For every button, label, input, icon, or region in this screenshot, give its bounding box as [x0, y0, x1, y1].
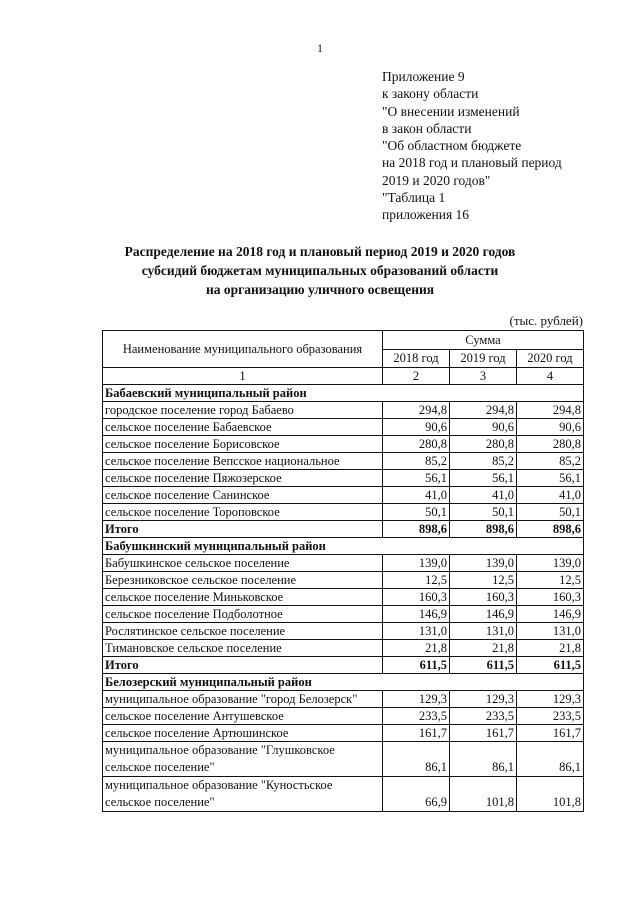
units-caption: (тыс. рублей): [509, 313, 583, 328]
appendix-line: "Таблица 1: [382, 190, 446, 206]
appendix-line: 2019 и 2020 годов": [382, 172, 491, 188]
amount-2019: 233,5: [450, 708, 517, 725]
amount-2019: 101,8: [450, 777, 517, 812]
amount-2020: 41,0: [517, 487, 584, 504]
municipality-name: сельское поселение Санинское: [103, 487, 383, 504]
appendix-line: в закон области: [382, 120, 472, 136]
amount-2019: 161,7: [450, 725, 517, 742]
amount-2020: 233,5: [517, 708, 584, 725]
amount-2018: 50,1: [383, 504, 450, 521]
section-name: Бабушкинский муниципальный район: [103, 538, 584, 555]
table-row: [103, 640, 584, 657]
amount-2020: 21,8: [517, 640, 584, 657]
title-line: Распределение на 2018 год и плановый период 2019 и 2020 годов: [124, 244, 516, 259]
amount-2018: 611,5: [383, 657, 450, 674]
municipality-name: сельское поселение Тороповское: [103, 504, 383, 521]
table-row: [103, 419, 584, 436]
column-number: 4: [517, 368, 584, 385]
amount-2019: 280,8: [450, 436, 517, 453]
amount-2020: 56,1: [517, 470, 584, 487]
total-label: Итого: [103, 657, 383, 674]
amount-2020: 50,1: [517, 504, 584, 521]
amount-2019: 90,6: [450, 419, 517, 436]
table-row: [103, 725, 584, 742]
amount-2020: 160,3: [517, 589, 584, 606]
amount-2020: 146,9: [517, 606, 584, 623]
amount-2019: 129,3: [450, 691, 517, 708]
table-row: [103, 589, 584, 606]
table-row: [103, 691, 584, 708]
amount-2018: 294,8: [383, 402, 450, 419]
table-row: [103, 487, 584, 504]
appendix-line: "О внесении изменений: [382, 103, 520, 119]
section-name: Бабаевский муниципальный район: [103, 385, 584, 402]
municipality-name: Бабушкинское сельское поселение: [103, 555, 383, 572]
amount-2019: 85,2: [450, 453, 517, 470]
section-name: Белозерский муниципальный район: [103, 674, 584, 691]
amount-2019: 21,8: [450, 640, 517, 657]
section-row: [103, 674, 584, 691]
municipality-name: муниципальное образование "Куностьское сельское поселение": [103, 777, 383, 812]
subsidy-table: [102, 330, 584, 812]
municipality-name: муниципальное образование "Глушковское сельское поселение": [103, 742, 383, 777]
table-header-row: [103, 331, 584, 350]
column-number: 1: [103, 368, 383, 385]
amount-2019: 611,5: [450, 657, 517, 674]
amount-2019: 41,0: [450, 487, 517, 504]
table-row: [103, 436, 584, 453]
page-number: 1: [317, 41, 323, 55]
amount-2018: 139,0: [383, 555, 450, 572]
amount-2020: 86,1: [517, 742, 584, 777]
municipality-name: сельское поселение Пяжозерское: [103, 470, 383, 487]
header-year-2018: 2018 год: [383, 349, 450, 368]
appendix-line: на 2018 год и плановый период: [382, 155, 562, 171]
appendix-line: Приложение 9: [382, 69, 465, 84]
amount-2020: 294,8: [517, 402, 584, 419]
header-name: Наименование муниципального образования: [103, 331, 383, 368]
municipality-name: сельское поселение Антушевское: [103, 708, 383, 725]
amount-2018: 131,0: [383, 623, 450, 640]
table-row: [103, 742, 584, 777]
municipality-name: сельское поселение Вепсское национальное: [103, 453, 383, 470]
amount-2019: 139,0: [450, 555, 517, 572]
amount-2020: 101,8: [517, 777, 584, 812]
amount-2020: 611,5: [517, 657, 584, 674]
table-row: [103, 402, 584, 419]
municipality-name: муниципальное образование "город Белозерск": [103, 691, 383, 708]
section-row: [103, 385, 584, 402]
table-row: [103, 708, 584, 725]
amount-2018: 21,8: [383, 640, 450, 657]
title-line: на организацию уличного освещения: [205, 282, 435, 297]
amount-2020: 280,8: [517, 436, 584, 453]
amount-2020: 90,6: [517, 419, 584, 436]
document-title: [0, 242, 640, 299]
table-row: [103, 606, 584, 623]
amount-2020: 898,6: [517, 521, 584, 538]
amount-2020: 139,0: [517, 555, 584, 572]
municipality-name: сельское поселение Артюшинское: [103, 725, 383, 742]
appendix-line: к закону области: [382, 86, 479, 102]
amount-2018: 90,6: [383, 419, 450, 436]
municipality-name: Рослятинское сельское поселение: [103, 623, 383, 640]
table-row: [103, 777, 584, 812]
amount-2018: 129,3: [383, 691, 450, 708]
municipality-name: Березниковское сельское поселение: [103, 572, 383, 589]
table-row: [103, 470, 584, 487]
amount-2018: 160,3: [383, 589, 450, 606]
table-row: [103, 623, 584, 640]
amount-2018: 86,1: [383, 742, 450, 777]
amount-2019: 86,1: [450, 742, 517, 777]
amount-2019: 131,0: [450, 623, 517, 640]
amount-2020: 129,3: [517, 691, 584, 708]
table-column-number-row: [103, 368, 584, 385]
amount-2019: 898,6: [450, 521, 517, 538]
municipality-name: сельское поселение Бабаевское: [103, 419, 383, 436]
table-row: [103, 572, 584, 589]
appendix-reference: [382, 68, 562, 224]
municipality-name: городское поселение город Бабаево: [103, 402, 383, 419]
appendix-line: "Об областном бюджете: [382, 138, 522, 154]
table-row: [103, 453, 584, 470]
amount-2018: 56,1: [383, 470, 450, 487]
column-number: 3: [450, 368, 517, 385]
municipality-name: сельское поселение Миньковское: [103, 589, 383, 606]
total-label: Итого: [103, 521, 383, 538]
amount-2020: 85,2: [517, 453, 584, 470]
municipality-name: сельское поселение Подболотное: [103, 606, 383, 623]
header-year-2020: 2020 год: [517, 349, 584, 368]
total-row: [103, 657, 584, 674]
amount-2018: 233,5: [383, 708, 450, 725]
amount-2018: 280,8: [383, 436, 450, 453]
column-number: 2: [383, 368, 450, 385]
amount-2019: 50,1: [450, 504, 517, 521]
amount-2020: 161,7: [517, 725, 584, 742]
municipality-name: Тимановское сельское поселение: [103, 640, 383, 657]
title-line: субсидий бюджетам муниципальных образований области: [141, 263, 499, 278]
amount-2018: 12,5: [383, 572, 450, 589]
amount-2019: 160,3: [450, 589, 517, 606]
amount-2020: 12,5: [517, 572, 584, 589]
table-row: [103, 555, 584, 572]
municipality-name: сельское поселение Борисовское: [103, 436, 383, 453]
amount-2019: 12,5: [450, 572, 517, 589]
header-sum: Сумма: [383, 331, 584, 350]
amount-2018: 66,9: [383, 777, 450, 812]
appendix-line: приложения 16: [382, 207, 470, 223]
amount-2018: 146,9: [383, 606, 450, 623]
amount-2019: 56,1: [450, 470, 517, 487]
total-row: [103, 521, 584, 538]
amount-2019: 146,9: [450, 606, 517, 623]
section-row: [103, 538, 584, 555]
amount-2020: 131,0: [517, 623, 584, 640]
header-year-2019: 2019 год: [450, 349, 517, 368]
table-row: [103, 504, 584, 521]
amount-2018: 41,0: [383, 487, 450, 504]
amount-2018: 161,7: [383, 725, 450, 742]
amount-2018: 898,6: [383, 521, 450, 538]
amount-2019: 294,8: [450, 402, 517, 419]
amount-2018: 85,2: [383, 453, 450, 470]
